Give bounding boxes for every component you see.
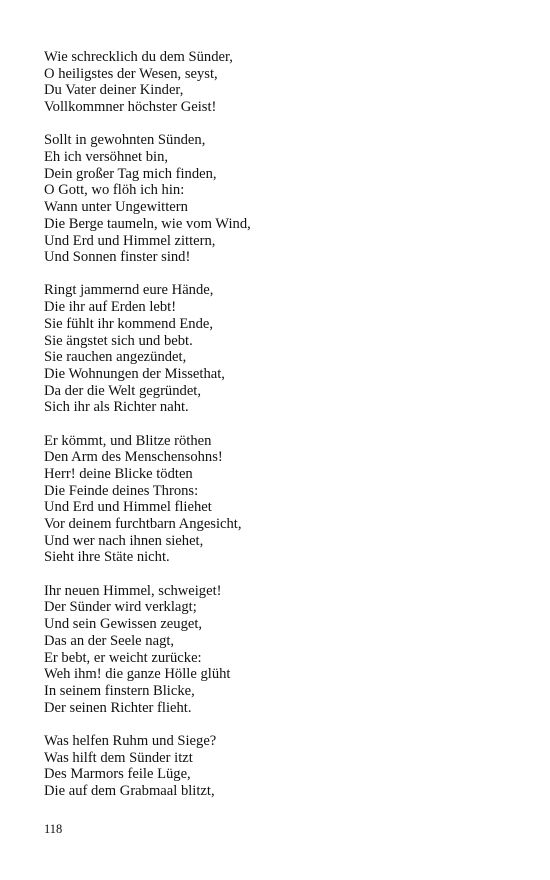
stanza-3	[44, 282, 504, 416]
poem-line: Des Marmors feile Lüge,	[44, 766, 191, 783]
poem-line: O Gott, wo flöh ich hin:	[44, 182, 185, 199]
poem-line: Der Sünder wird verklagt;	[44, 599, 197, 616]
poem-line: Die Wohnungen der Missethat,	[44, 365, 225, 382]
poem-line: Der seinen Richter flieht.	[44, 699, 192, 716]
poem-line: Sie rauchen angezündet,	[44, 349, 187, 366]
poem-line: Eh ich versöhnet bin,	[44, 149, 169, 166]
poem-line: Da der die Welt gegründet,	[44, 382, 202, 399]
poem-line: Was helfen Ruhm und Siege?	[44, 732, 217, 749]
stanza-6	[44, 733, 504, 800]
poem-line: Und sein Gewissen zeuget,	[44, 616, 203, 633]
poem-line: Die ihr auf Erden lebt!	[44, 299, 177, 316]
poem-line: Was hilft dem Sünder itzt	[44, 749, 193, 766]
poem-line: Herr! deine Blicke tödten	[44, 465, 193, 482]
poem-line: Sie ängstet sich und bebt.	[44, 332, 193, 349]
poem-line: Wie schrecklich du dem Sünder,	[44, 49, 233, 65]
poem-line: Dein großer Tag mich finden,	[44, 165, 217, 182]
stanza-4	[44, 433, 504, 567]
page-number: 118	[44, 822, 63, 836]
poem-line: Die Berge taumeln, wie vom Wind,	[44, 215, 251, 232]
poem	[44, 49, 504, 816]
poem-line: Und Erd und Himmel fliehet	[44, 499, 212, 516]
poem-line: In seinem finstern Blicke,	[44, 682, 195, 699]
poem-line: Wann unter Ungewittern	[44, 199, 188, 216]
poem-line: Sieht ihre Stäte nicht.	[44, 549, 170, 566]
poem-line: Die auf dem Grabmaal blitzt,	[44, 782, 215, 799]
poem-line: Er bebt, er weicht zurücke:	[44, 649, 202, 666]
poem-line: Und wer nach ihnen siehet,	[44, 532, 204, 549]
poem-line: Das an der Seele nagt,	[44, 632, 175, 649]
poem-line: Weh ihm! die ganze Hölle glüht	[44, 666, 231, 683]
poem-line: Sie fühlt ihr kommend Ende,	[44, 315, 214, 332]
poem-line: O heiligstes der Wesen, seyst,	[44, 65, 218, 82]
poem-line: Ihr neuen Himmel, schweiget!	[44, 582, 222, 599]
poem-line: Sich ihr als Richter naht.	[44, 399, 189, 416]
stanza-5	[44, 583, 504, 717]
poem-line: Sollt in gewohnten Sünden,	[44, 132, 206, 149]
poem-line: Und Sonnen finster sind!	[44, 249, 191, 266]
poem-line: Du Vater deiner Kinder,	[44, 82, 184, 99]
poem-line: Die Feinde deines Throns:	[44, 482, 199, 499]
poem-line: Er kömmt, und Blitze röthen	[44, 432, 212, 449]
stanza-2	[44, 132, 504, 266]
poem-line: Vollkommner höchster Geist!	[44, 99, 217, 116]
stanza-1	[44, 49, 504, 116]
poem-line: Ringt jammernd eure Hände,	[44, 282, 214, 299]
poem-line: Und Erd und Himmel zittern,	[44, 232, 216, 249]
poem-line: Vor deinem furchtbarn Angesicht,	[44, 516, 242, 533]
poem-line: Den Arm des Menschensohns!	[44, 449, 223, 466]
